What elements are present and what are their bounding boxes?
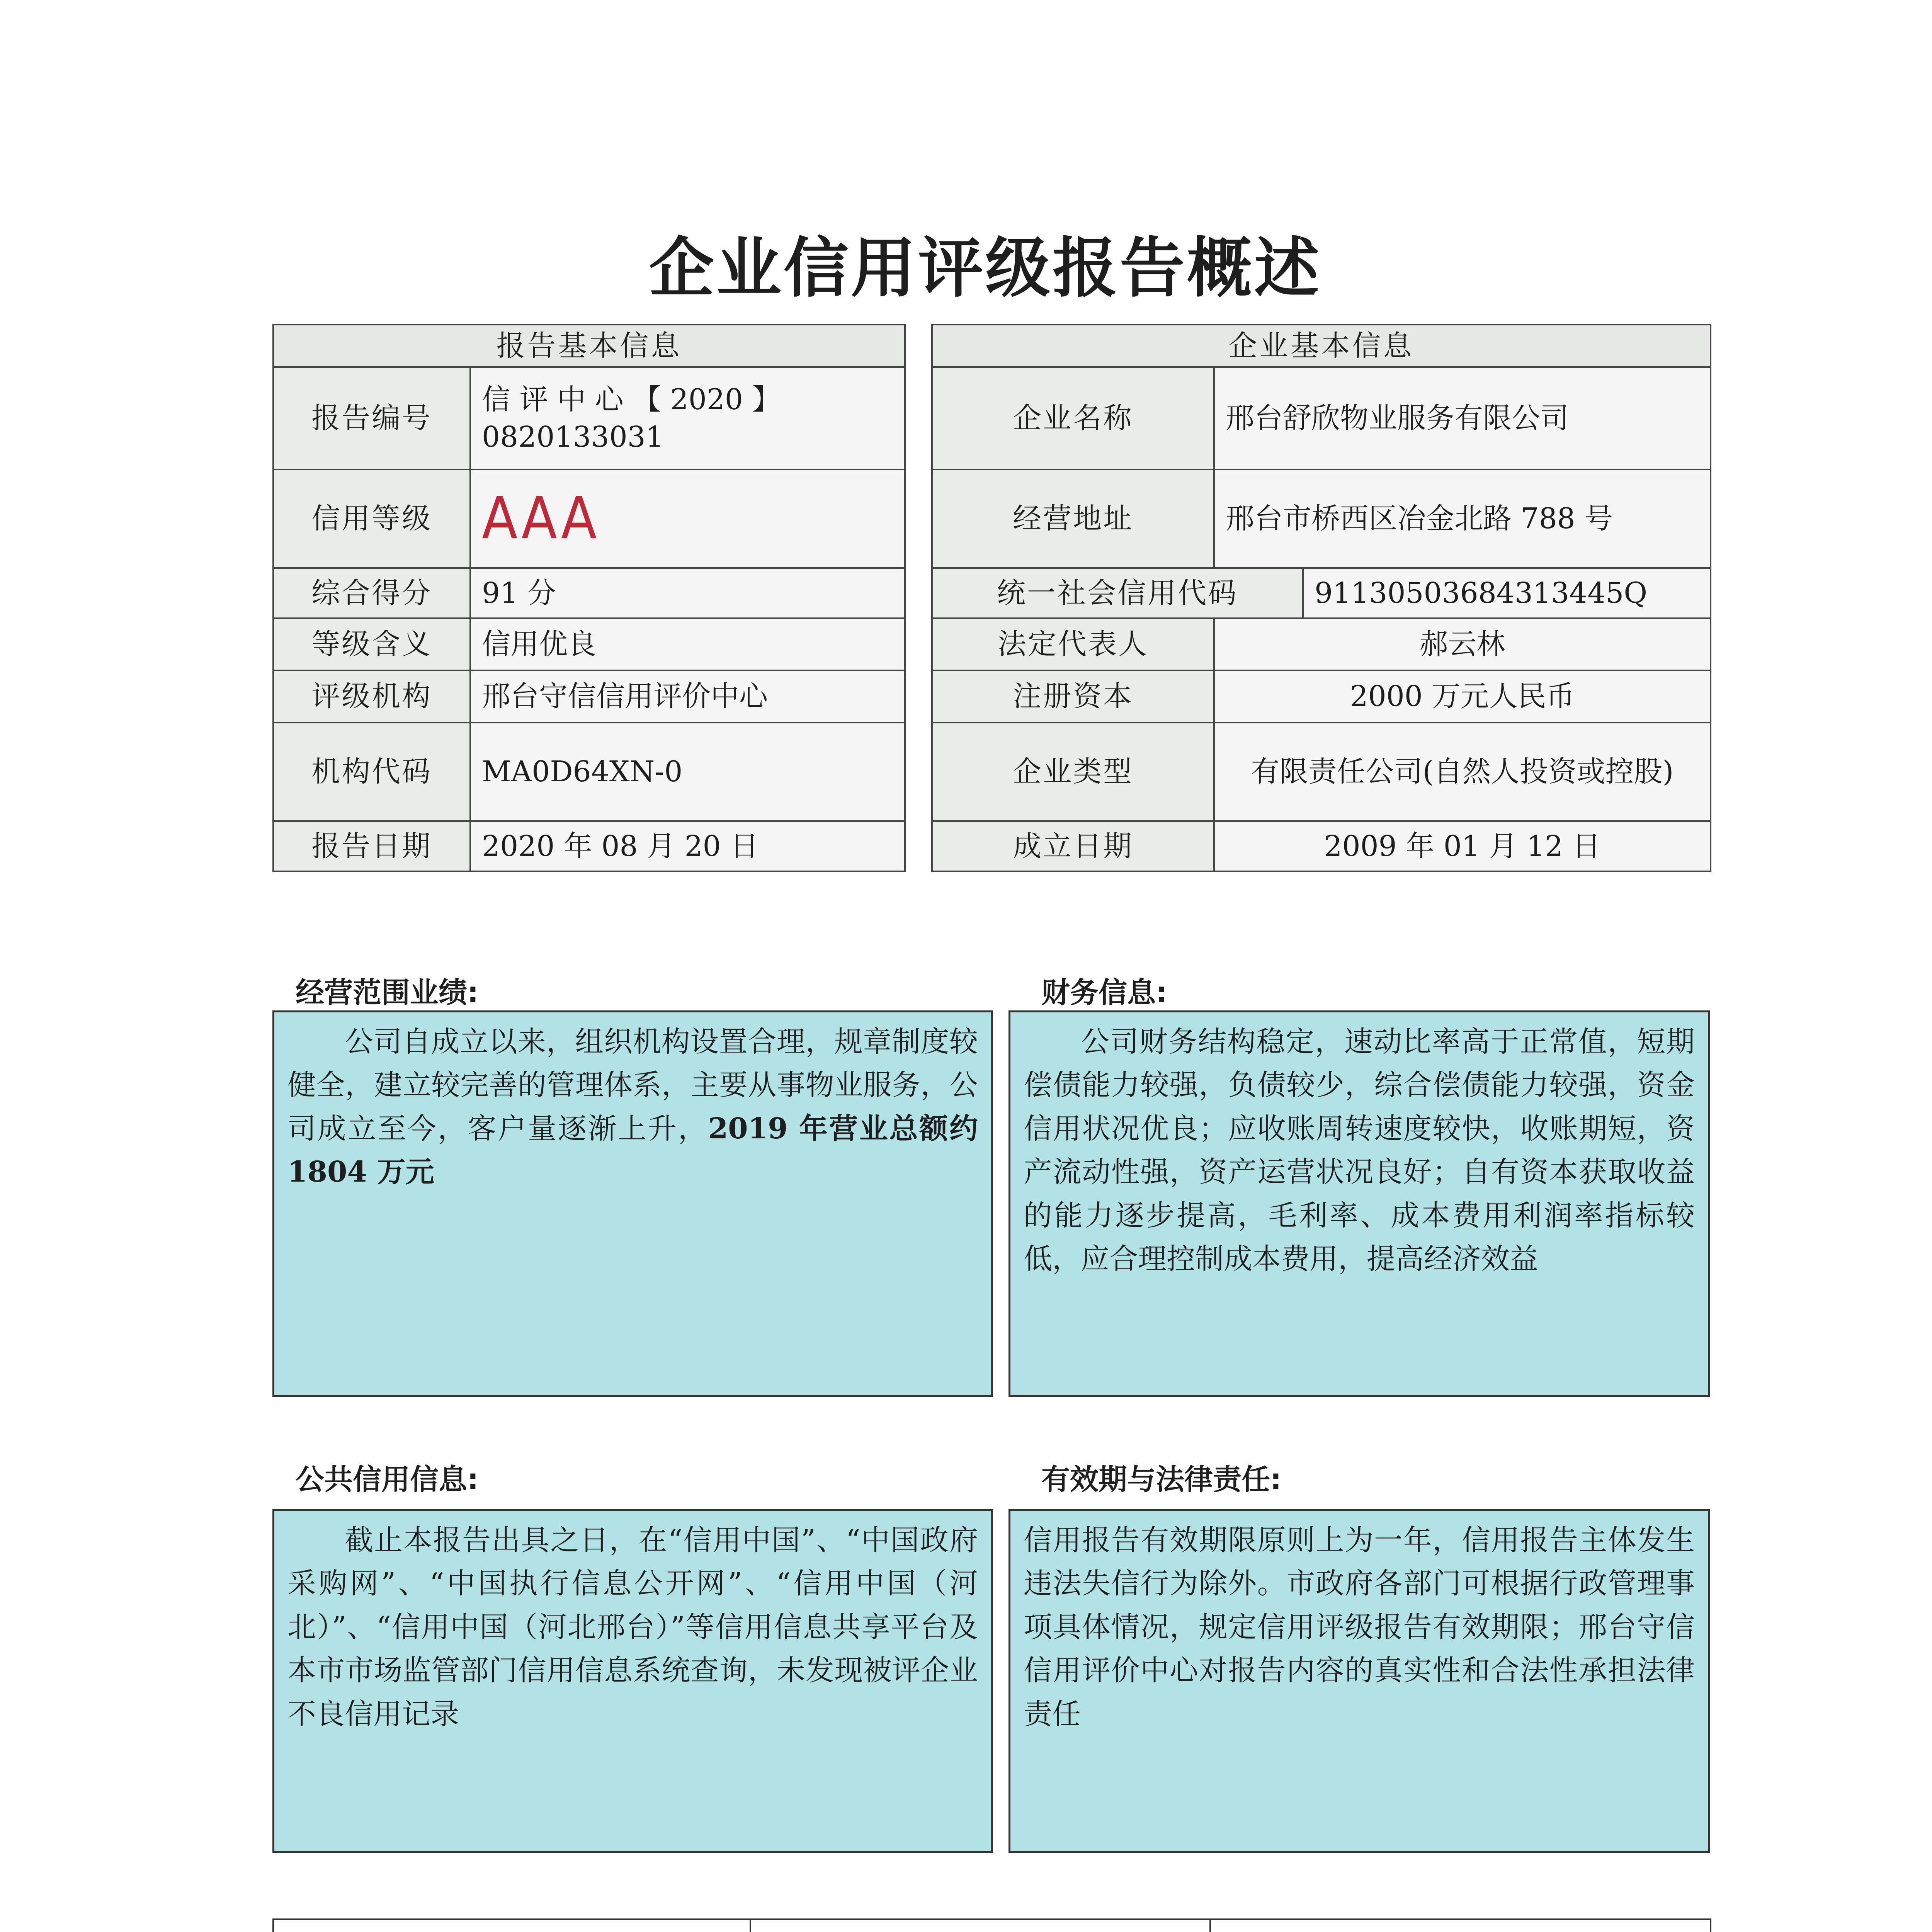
credit-grade-value: AAA <box>482 485 599 552</box>
grade-meaning-value: 信用优良 <box>470 618 905 670</box>
report-number-label: 报告编号 <box>273 367 470 469</box>
founded-date-value: 2009 年 01 月 12 日 <box>1214 821 1711 871</box>
rating-agency-label: 评级机构 <box>273 670 470 723</box>
report-number-value: 信 评 中 心 【 2020 】 0820133031 <box>470 367 905 469</box>
legal-rep-value: 郝云林 <box>1214 618 1711 670</box>
agency-code-label: 机构代码 <box>273 723 470 821</box>
finance-text: 公司财务结构稳定，速动比率高于正常值，短期偿债能力较强，负债较少，综合偿债能力较强，资金信用状况优良；应收账周转速度较快，收账期短，资产流动性强，资产运营状况良好；自有资本获取收益的能力逐步提高，毛利率、成本费用利润率指标较低，应合理控制成本费用，提高经济效益 <box>1024 1025 1695 1276</box>
page-title: 企业信用评级报告概述 <box>649 230 1321 306</box>
report-date-value: 2020 年 08 月 20 日 <box>470 821 905 871</box>
credit-code-label: 统一社会信用代码 <box>932 568 1303 618</box>
agency-seal-header <box>1210 1919 1711 1932</box>
public-credit-text: 截止本报告出具之日，在“信用中国”、“中国政府采购网”、“中国执行信息公开网”、“信用中国（河北）”、“信用中国（河北邢台）”等信用信息共享平台及本市市场监管部门信用信息系统查询，未发现被评企业不良信用记录 <box>287 1524 978 1731</box>
report-date-label: 报告日期 <box>273 821 470 871</box>
signature-table <box>272 1918 1711 1932</box>
business-address-label: 经营地址 <box>932 469 1214 568</box>
business-revenue: 2019 年营业总额约 1804 万元 <box>287 1112 978 1189</box>
business-section-title: 经营范围业绩: <box>296 976 479 1009</box>
company-name-label: 企业名称 <box>932 367 1214 469</box>
validity-text: 信用报告有效期限原则上为一年，信用报告主体发生违法失信行为除外。市政府各部门可根据行政管理事项具体情况，规定信用评级报告有效期限；邢台守信信用评价中心对报告内容的真实性和合法性承担法律责任 <box>1024 1524 1695 1731</box>
report-info-header: 报告基本信息 <box>273 325 905 367</box>
founded-date-label: 成立日期 <box>932 821 1214 871</box>
company-info-header: 企业基本信息 <box>932 325 1711 367</box>
grade-meaning-label: 等级含义 <box>273 618 470 670</box>
public-credit-text-box <box>272 1509 993 1853</box>
company-type-value: 有限责任公司(自然人投资或控股) <box>1214 723 1711 821</box>
qr-auth-header <box>750 1919 1210 1932</box>
business-text: 公司自成立以来，组织机构设置合理，规章制度较健全，建立较完善的管理体系，主要从事物业服务，公司成立至今，客户量逐渐上升， <box>287 1025 978 1145</box>
rating-agency-value: 邢台守信信用评价中心 <box>470 670 905 723</box>
company-name-value: 邢台舒欣物业服务有限公司 <box>1214 367 1711 469</box>
credit-grade-label: 信用等级 <box>273 469 470 568</box>
validity-section-title: 有效期与法律责任: <box>1041 1463 1282 1496</box>
total-score-label: 综合得分 <box>273 568 470 618</box>
legal-rep-label: 法定代表人 <box>932 618 1214 670</box>
public-credit-section-title: 公共信用信息: <box>296 1463 479 1496</box>
agency-code-value: MA0D64XN-0 <box>470 723 905 821</box>
business-text-box <box>272 1010 993 1397</box>
basic-info-table <box>272 324 1711 872</box>
manager-sign-header <box>273 1919 750 1932</box>
credit-code-value: 91130503684313445Q <box>1303 568 1711 618</box>
validity-text-box <box>1009 1509 1710 1853</box>
registered-capital-value: 2000 万元人民币 <box>1214 670 1711 723</box>
company-type-label: 企业类型 <box>932 723 1214 821</box>
finance-section-title: 财务信息: <box>1041 976 1167 1009</box>
registered-capital-label: 注册资本 <box>932 670 1214 723</box>
finance-text-box <box>1009 1010 1710 1397</box>
total-score-value: 91 分 <box>470 568 905 618</box>
business-address-value: 邢台市桥西区冶金北路 788 号 <box>1214 469 1711 568</box>
